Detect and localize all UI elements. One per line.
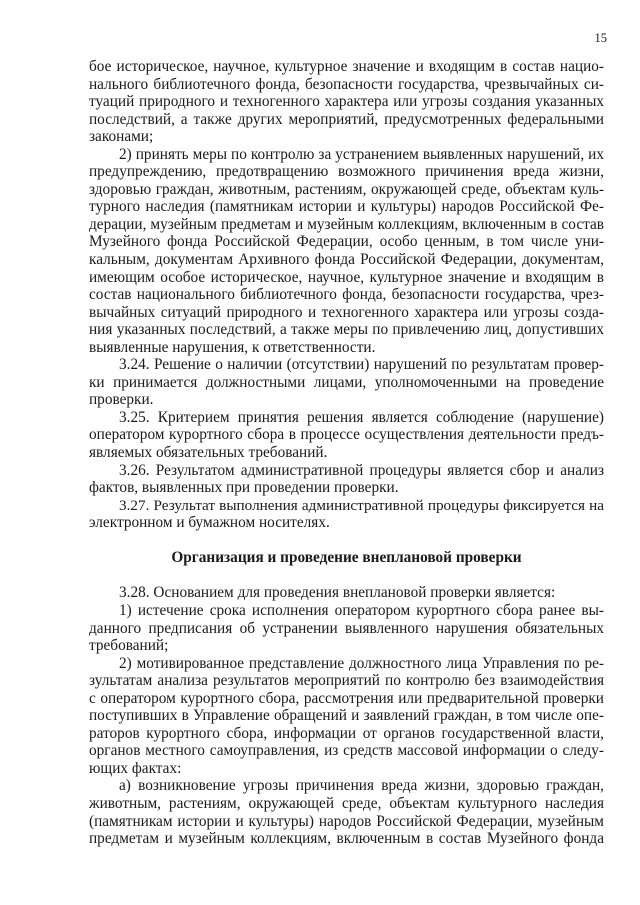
text-line: органов местного самоуправления, из средств массовой информации о следу-	[89, 742, 604, 760]
text-line: состав национального библиотечного фонда, безопасности государства, чрез-	[89, 286, 604, 304]
text-line: имеющим особое историческое, научное, культурное значение и входящим в	[89, 268, 604, 286]
text-line: предупреждению, предотвращению возможного причинения вреда жизни,	[89, 163, 604, 181]
text-line: требований;	[89, 637, 169, 655]
text-line: являемых обязательных требований.	[89, 444, 328, 462]
text-line: вычайных ситуаций природного и техногенного характера или угрозы созда-	[89, 303, 604, 321]
text-line: выявленные нарушения, к ответственности.	[89, 338, 376, 356]
text-line: (памятникам истории и культуры) народов Российской Федерации, музейным	[89, 812, 604, 830]
text-block-after-heading	[89, 584, 604, 847]
text-line: 3.28. Основанием для проведения внеплановой проверки является:	[119, 584, 556, 602]
spacer	[89, 532, 604, 550]
text-line: 2) мотивированное представление должностного лица Управления по ре-	[119, 654, 604, 672]
text-line: здоровью граждан, животным, растениям, окружающей среде, объектам куль-	[89, 180, 604, 198]
text-line: законами;	[89, 128, 154, 146]
text-line: 3.24. Решение о наличии (отсутствии) нарушений по результатам провер-	[119, 356, 604, 374]
text-line: последствий, а также других мероприятий, предусмотренных федеральными	[89, 110, 604, 128]
text-line: ющих фактах:	[89, 759, 182, 777]
text-line: с оператором курортного сбора, рассмотрения или предварительной проверки	[89, 689, 604, 707]
text-line: электронном и бумажном носителях.	[89, 514, 330, 532]
text-line: раторов курортного сбора, информации от органов государственной власти,	[89, 724, 604, 742]
text-line: 2) принять меры по контролю за устранением выявленных нарушений, их	[119, 145, 604, 163]
text-line: 3.26. Результатом административной процедуры является сбор и анализ	[119, 461, 604, 479]
text-line: фактов, выявленных при проведении проверки.	[89, 479, 399, 497]
page-number: 15	[594, 31, 607, 45]
text-line: а) возникновение угрозы причинения вреда жизни, здоровью граждан,	[119, 777, 604, 795]
text-line: 3.27. Результат выполнения административной процедуры фиксируется на	[119, 496, 604, 514]
text-line: проверки.	[89, 391, 154, 409]
document-body	[89, 58, 604, 848]
text-line: 3.25. Критерием принятия решения является соблюдение (нарушение)	[119, 408, 604, 426]
text-line: 1) истечение срока исполнения оператором курортного сбора ранее вы-	[119, 601, 604, 619]
text-line: поступивших в Управление обращений и заявлений граждан, в том числе опе-	[89, 707, 604, 725]
text-line: зультатам анализа результатов мероприятий по контролю без взаимодействия	[89, 672, 604, 690]
text-line: оператором курортного сбора в процессе осуществления деятельности предъ-	[89, 426, 604, 444]
text-line: нального библиотечного фонда, безопасности государства, чрезвычайных си-	[89, 75, 604, 93]
text-line: дерации, музейным предметам и музейным коллекциям, включенным в состав	[89, 215, 604, 233]
text-line: Музейного фонда Российской Федерации, особо ценным, в том числе уни-	[89, 233, 604, 251]
text-line: предметам и музейным коллекциям, включенным в состав Музейного фонда	[89, 830, 604, 848]
text-line: бое историческое, научное, культурное значение и входящим в состав нацио-	[89, 58, 604, 75]
text-line: туаций природного и техногенного характера или угрозы создания указанных	[89, 93, 604, 111]
text-line: ки принимается должностными лицами, уполномоченными на проведение	[89, 373, 604, 391]
spacer	[89, 567, 604, 585]
text-line: турного наследия (памятникам истории и культуры) народов Российской Фе-	[89, 198, 604, 216]
text-block-before-heading	[89, 58, 604, 532]
text-line: ния указанных последствий, а также меры по привлечению лиц, допустивших	[89, 321, 604, 339]
section-heading: Организация и проведение внеплановой проверки	[171, 549, 522, 567]
text-line: животным, растениям, окружающей среде, объектам культурного наследия	[89, 794, 604, 812]
text-line: кальным, документам Архивного фонда Российской Федерации, документам,	[89, 251, 604, 269]
text-line: данного предписания об устранении выявленного нарушения обязательных	[89, 619, 604, 637]
